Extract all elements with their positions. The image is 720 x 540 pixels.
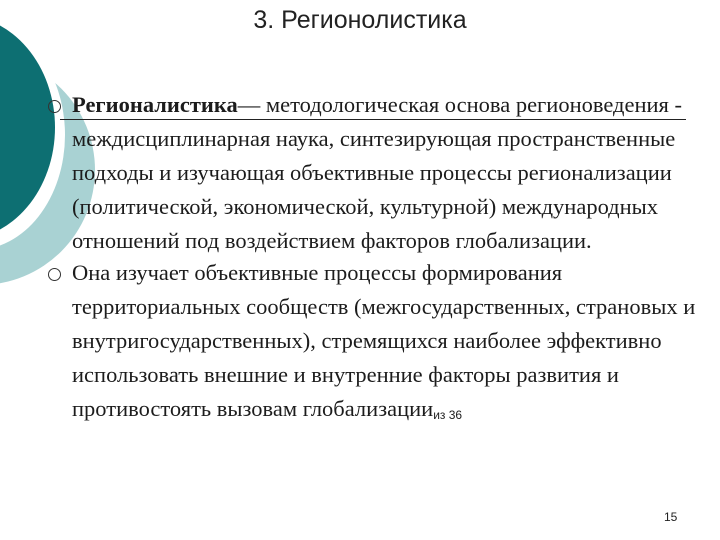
slide-content — [40, 88, 705, 432]
slide-title: 3. Регионолистика — [253, 6, 467, 34]
circle-bullet-icon — [48, 268, 61, 281]
bullet-text: — методологическая основа регионоведения - междисциплинарная наука, синтезирующая пространственные подходы и изучающая объективные процессы регионализации (политической, экономической, культурной) международных отношений под воздействием факторов глобализации. — [72, 92, 683, 253]
bullet-term: Регионалистика — [72, 92, 238, 117]
footer-of-total: из 36 — [433, 408, 463, 422]
bullet-item — [40, 88, 705, 258]
page-number: 15 — [664, 510, 678, 524]
bullet-text: Она изучает объективные процессы формирования территориальных сообществ (межгосударственных, страновых и внутригосударственных), стремящихся наиболее эффективно использовать внешние и внутренние факторы развития и противостоять вызовам глобализации — [72, 260, 696, 421]
circle-bullet-icon — [48, 100, 61, 113]
bullet-item — [40, 256, 705, 432]
